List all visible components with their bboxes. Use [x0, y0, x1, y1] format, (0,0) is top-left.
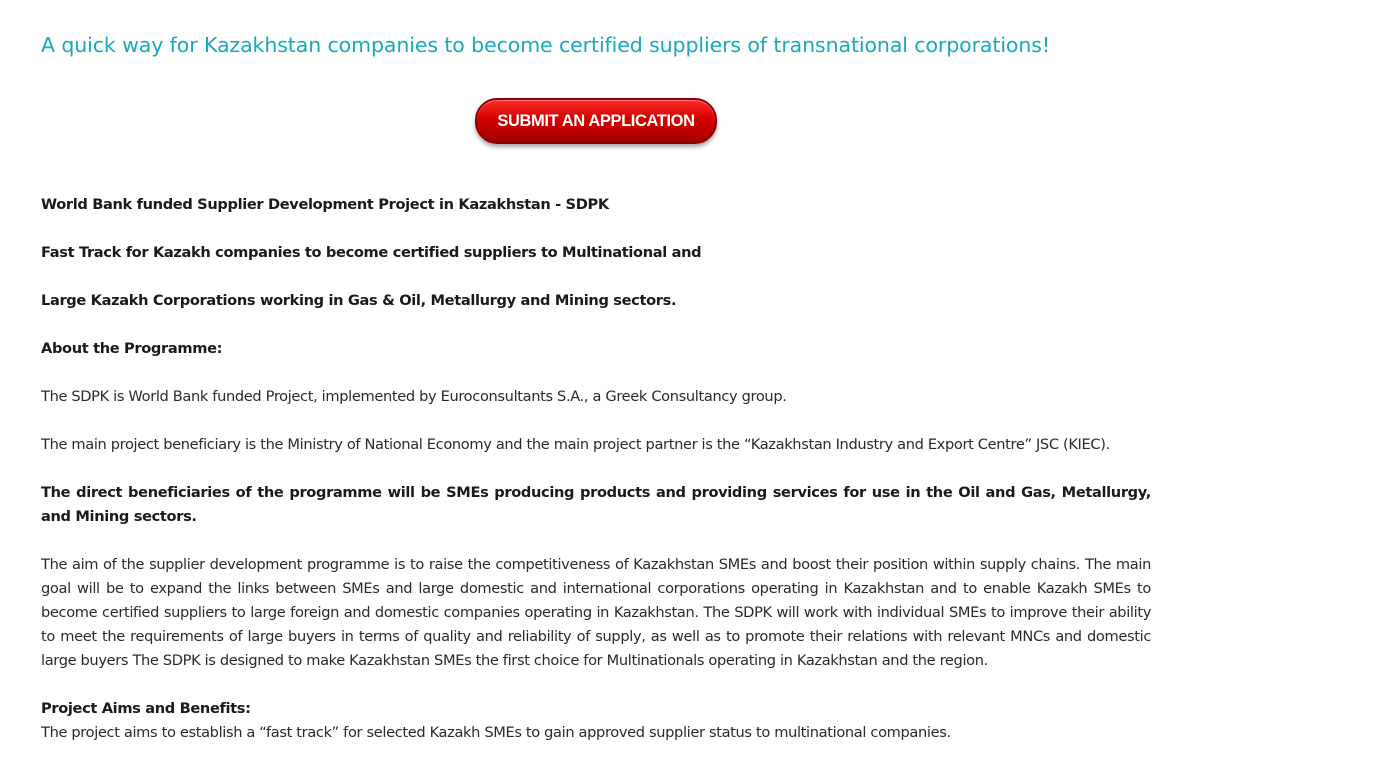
page-headline: A quick way for Kazakhstan companies to become certified suppliers of transnational corporations! — [41, 33, 1050, 57]
submit-application-button[interactable]: SUBMIT AN APPLICATION — [475, 98, 717, 144]
fast-track-line-2: Large Kazakh Corporations working in Gas & Oil, Metallurgy and Mining sectors. — [41, 292, 677, 309]
beneficiaries-paragraph: The direct beneficiaries of the programme will be SMEs producing products and providing services for use in the Oil and Gas, Metallurgy, and Mining sectors. — [41, 484, 1151, 525]
article-body — [41, 193, 1151, 745]
aims-paragraph-1: The project aims to establish a “fast track” for selected Kazakh SMEs to gain approved supplier status to multinational companies. — [41, 724, 951, 741]
about-paragraph-1: The SDPK is World Bank funded Project, implemented by Euroconsultants S.A., a Greek Consultancy group. — [41, 388, 787, 405]
aims-heading: Project Aims and Benefits: — [41, 700, 251, 717]
aim-paragraph: The aim of the supplier development programme is to raise the competitiveness of Kazakhstan SMEs and boost their position within supply chains. The main goal will be to expand the links between SMEs and large domestic and international corporations operating in Kazakhstan and to enable Kazakh SMEs to become certified suppliers to large foreign and domestic companies operating in Kazakhstan. The SDPK will work with individual SMEs to improve their ability to meet the requirements of large buyers in terms of quality and reliability of supply, as well as to promote their relations with relevant MNCs and domestic large buyers The SDPK is designed to make Kazakhstan SMEs the first choice for Multinationals operating in Kazakhstan and the region. — [41, 556, 1151, 669]
fast-track-line-1: Fast Track for Kazakh companies to become certified suppliers to Multinational and — [41, 244, 702, 261]
about-paragraph-2: The main project beneficiary is the Ministry of National Economy and the main project partner is the “Kazakhstan Industry and Export Centre” JSC (KIEC). — [41, 436, 1110, 453]
project-title: World Bank funded Supplier Development Project in Kazakhstan - SDPK — [41, 196, 609, 213]
about-heading: About the Programme: — [41, 340, 223, 357]
